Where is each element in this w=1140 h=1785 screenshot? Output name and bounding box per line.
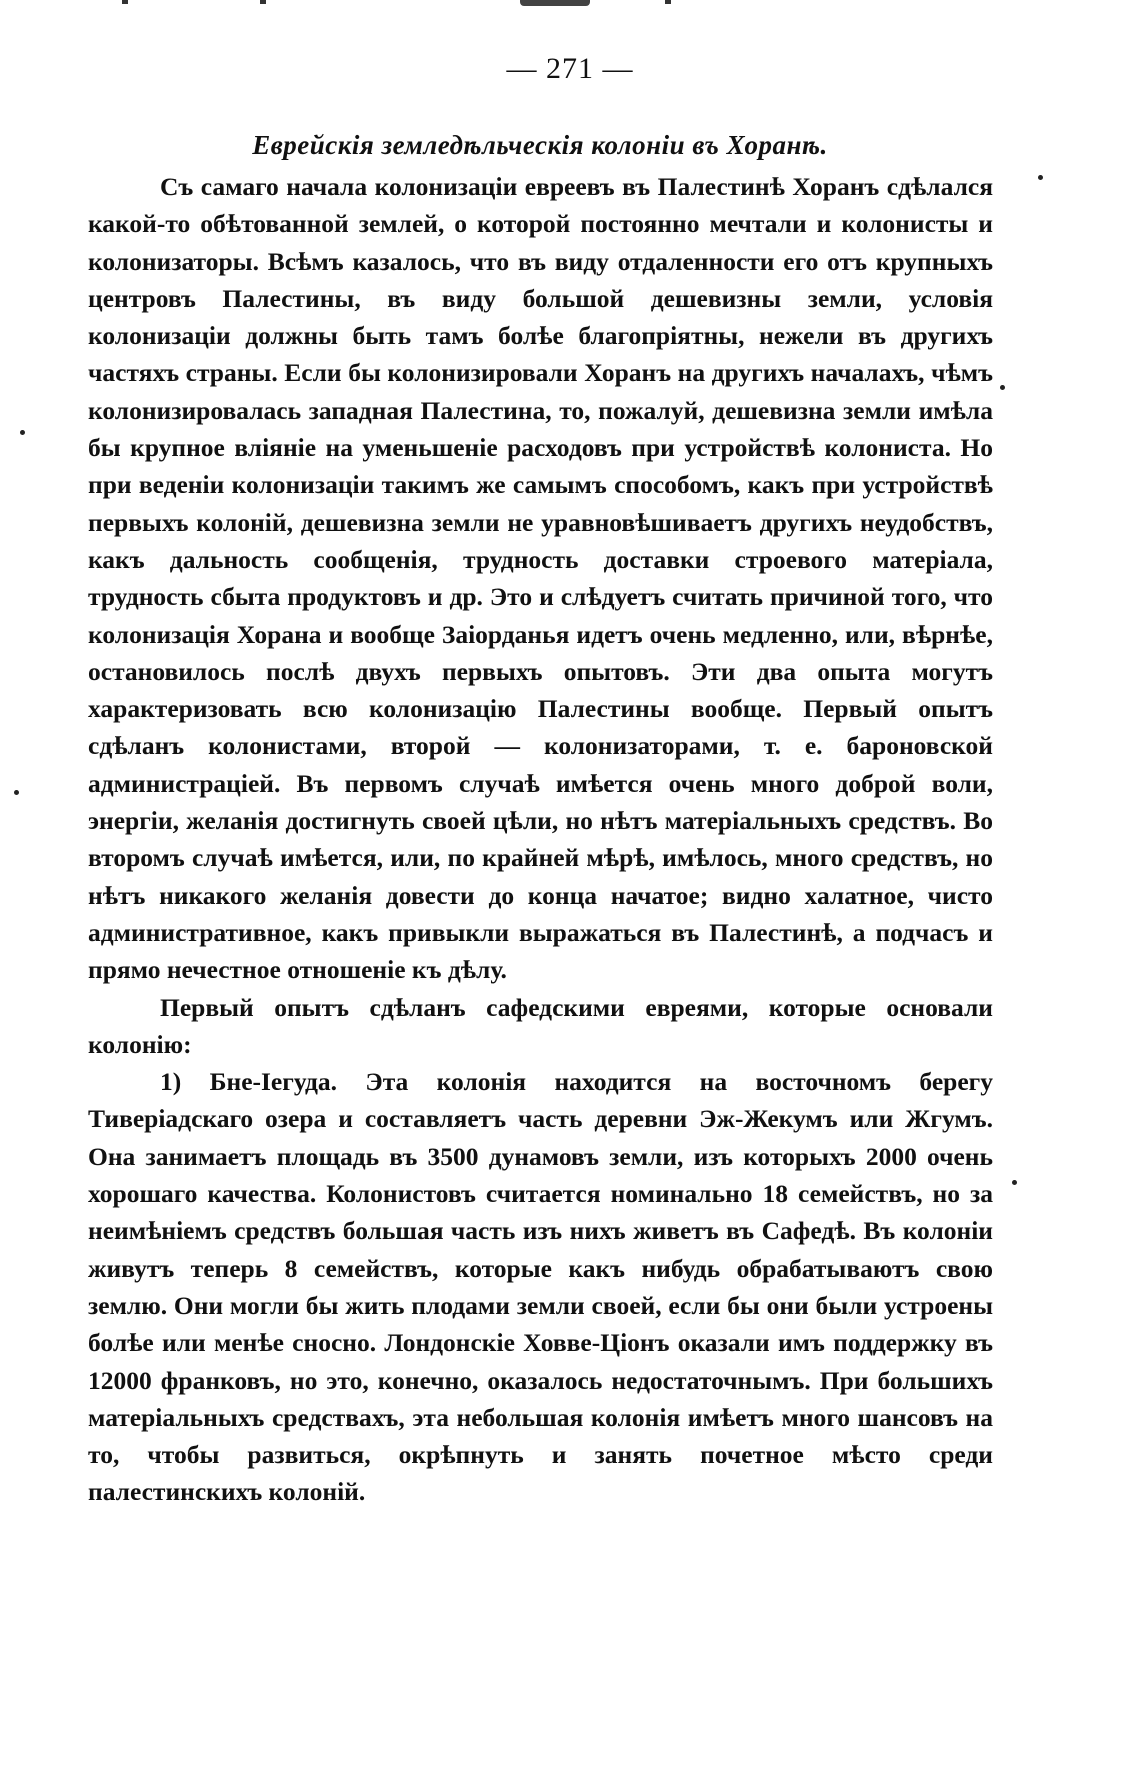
section-title: Еврейскія земледѣльческія колоніи въ Хоранѣ. bbox=[252, 130, 828, 160]
print-speck bbox=[260, 0, 266, 4]
margin-speck bbox=[14, 790, 19, 795]
body-text bbox=[88, 168, 993, 1511]
margin-speck bbox=[1038, 175, 1043, 180]
margin-speck bbox=[20, 430, 25, 435]
paragraph: 1) Бне-Іегуда. Эта колонія находится на восточномъ берегу Тиверіадскаго озера и составляетъ часть деревни Эж-Жекумъ или Жгумъ. Она занимаетъ площадь въ 3500 дунамовъ земли, изъ которыхъ 2000 очень хорошаго качества. Колонистовъ считается номинально 18 семействъ, но за неимѣніемъ средствъ большая часть изъ нихъ живетъ въ Сафедѣ. Въ колоніи живутъ теперь 8 семействъ, которые какъ нибудь обрабатываютъ свою землю. Они могли бы жить плодами земли своей, если бы они были устроены болѣе или менѣе сносно. Лондонскіе Ховве-Ціонъ оказали имъ поддержку въ 12000 франковъ, но это, конечно, оказалось недостаточнымъ. При большихъ матеріальныхъ средствахъ, эта небольшая колонія имѣетъ много шансовъ на то, чтобы развиться, окрѣпнуть и занять почетное мѣсто среди палестинскихъ колоній. bbox=[88, 1067, 993, 1507]
paragraph: Первый опытъ сдѣланъ сафедскими евреями, которые основали колонію: bbox=[88, 992, 993, 1059]
margin-speck bbox=[1000, 385, 1005, 390]
print-smudge bbox=[520, 0, 590, 6]
paragraph: Съ самаго начала колонизаціи евреевъ въ Палестинѣ Хоранъ сдѣлался какой-то обѣтованной землей, о которой постоянно мечтали и колонисты и колонизаторы. Всѣмъ казалось, что въ виду отдаленности его отъ крупныхъ центровъ Палестины, въ виду большой дешевизны земли, условія колонизаціи должны быть тамъ болѣе благопріятны, нежели въ другихъ частяхъ страны. Если бы колонизировали Хоранъ на другихъ началахъ, чѣмъ колонизировалась западная Палестина, то, пожалуй, дешевизна земли имѣла бы крупное вліяніе на уменьшеніе расходовъ при устройствѣ колониста. Но при веденіи колонизаціи такимъ же самымъ способомъ, какъ при устройствѣ первыхъ колоній, дешевизна земли не уравновѣшиваетъ другихъ неудобствъ, какъ дальность сообщенія, трудность доставки строевого матеріала, трудность сбыта продуктовъ и др. Это и слѣдуетъ считать причиной того, что колонизація Хорана и вообще Заіорданья идетъ очень медленно, или, вѣрнѣе, остановилось послѣ двухъ первыхъ опытовъ. Эти два опыта могутъ характеризовать всю колонизацію Палестины вообще. Первый опытъ сдѣланъ колонистами, второй — колонизаторами, т. е. бароновской администраціей. Въ первомъ случаѣ имѣется очень много доброй воли, энергіи, желанія достигнуть своей цѣли, но нѣтъ матеріальныхъ средствъ. Во второмъ случаѣ имѣется, или, по крайней мѣрѣ, имѣлось, много средствъ, но нѣтъ никакого желанія довести до конца начатое; видно халатное, чисто административное, какъ привыкли выражаться въ Палестинѣ, а подчасъ и прямо нечестное отношеніе къ дѣлу. bbox=[88, 172, 993, 985]
margin-speck bbox=[1012, 1180, 1017, 1185]
page-number: — 271 — bbox=[506, 52, 634, 85]
print-speck bbox=[122, 0, 128, 4]
print-speck bbox=[665, 0, 671, 4]
